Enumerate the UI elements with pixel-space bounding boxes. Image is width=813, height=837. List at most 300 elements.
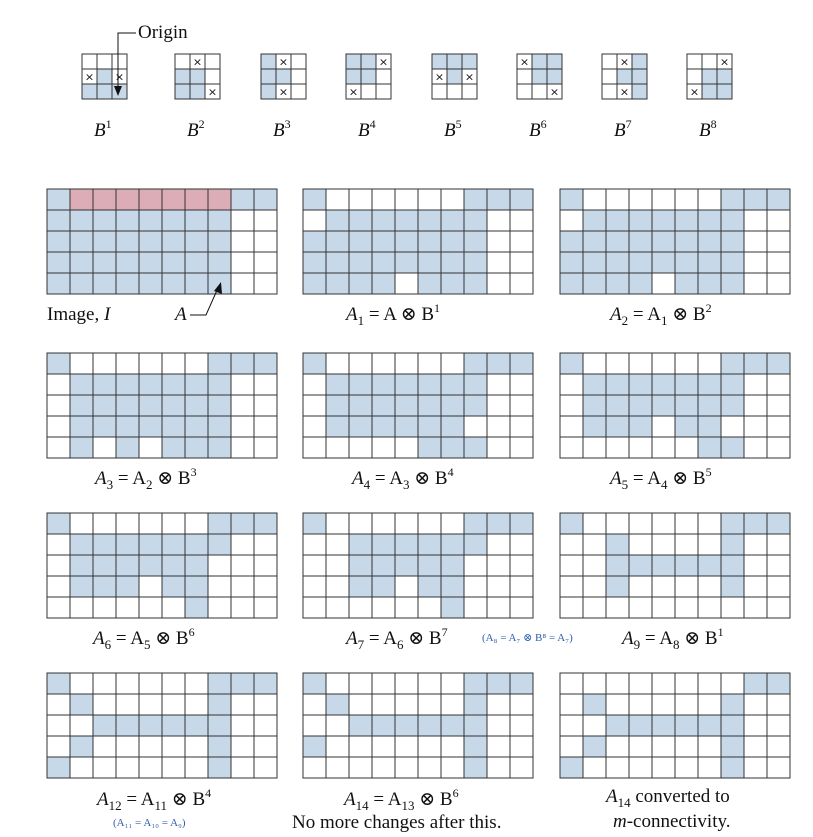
pixel-cell [583, 210, 606, 231]
pixel-cell [629, 715, 652, 736]
pixel-cell [583, 757, 606, 778]
pixel-cell [583, 736, 606, 757]
caption-A5: $A_5 = A_4$ ⊗ $B^5$ [610, 465, 712, 492]
pixel-cell [675, 353, 698, 374]
pixel-cell [326, 576, 349, 597]
pixel-cell [560, 416, 583, 437]
structuring-element-B2 [175, 54, 220, 141]
pixel-cell [698, 231, 721, 252]
se-cell [547, 54, 562, 69]
pixel-cell [675, 273, 698, 294]
pixel-cell [767, 534, 790, 555]
caption-image-I: Image, I [47, 304, 111, 325]
se-cell [97, 84, 112, 99]
pixel-cell [326, 210, 349, 231]
pixel-cell [139, 555, 162, 576]
panel-A3 [47, 353, 277, 458]
pixel-cell [254, 353, 277, 374]
se-cell [447, 69, 462, 84]
panel-A14 [303, 673, 533, 778]
pixel-cell [303, 757, 326, 778]
pixel-cell [767, 757, 790, 778]
pixel-cell [303, 189, 326, 210]
pixel-cell [441, 252, 464, 273]
structuring-element-B1 [82, 54, 127, 141]
pixel-cell [231, 736, 254, 757]
pixel-cell [464, 252, 487, 273]
pixel-cell [721, 673, 744, 694]
pixel-cell [70, 416, 93, 437]
pixel-cell [698, 715, 721, 736]
pixel-cell [47, 597, 70, 618]
pixel-cell [47, 210, 70, 231]
pixel-cell [208, 437, 231, 458]
pixel-cell [208, 736, 231, 757]
pixel-cell [372, 416, 395, 437]
pixel-cell [139, 231, 162, 252]
pixel-cell [208, 416, 231, 437]
pixel-cell [510, 231, 533, 252]
structuring-element-B5 [432, 54, 477, 141]
pixel-cell [698, 252, 721, 273]
pixel-cell [698, 555, 721, 576]
pixel-cell [629, 694, 652, 715]
pixel-cell [162, 273, 185, 294]
se-cell [112, 54, 127, 69]
pixel-cell [139, 736, 162, 757]
pixel-cell [372, 437, 395, 458]
pixel-cell [629, 231, 652, 252]
pixel-cell [231, 395, 254, 416]
pixel-cell [629, 353, 652, 374]
pixel-cell [254, 715, 277, 736]
pixel-cell [349, 736, 372, 757]
caption-A6: $A_6 = A_5$ ⊗ $B^6$ [93, 625, 195, 652]
pixel-cell [560, 437, 583, 458]
pixel-cell [326, 416, 349, 437]
pixel-cell [93, 395, 116, 416]
pixel-cell [675, 252, 698, 273]
pixel-cell [70, 555, 93, 576]
pixel-cell [372, 534, 395, 555]
pixel-cell [698, 597, 721, 618]
pixel-cell [162, 416, 185, 437]
pixel-cell [606, 353, 629, 374]
pixel-cell [767, 374, 790, 395]
pixel-cell [560, 210, 583, 231]
pixel-cell [116, 555, 139, 576]
pixel-cell [372, 273, 395, 294]
se-cell [717, 84, 732, 99]
pixel-cell [162, 189, 185, 210]
pixel-cell [349, 416, 372, 437]
pixel-cell [675, 210, 698, 231]
pixel-cell [303, 374, 326, 395]
pixel-cell [675, 416, 698, 437]
pixel-cell [721, 437, 744, 458]
pixel-cell [560, 576, 583, 597]
se-label: $B^8$ [699, 117, 717, 141]
pixel-cell [583, 715, 606, 736]
pixel-cell [254, 374, 277, 395]
pixel-cell [583, 395, 606, 416]
pixel-cell [744, 416, 767, 437]
pixel-cell [93, 597, 116, 618]
pixel-cell [487, 210, 510, 231]
pixel-cell [583, 231, 606, 252]
pixel-cell [560, 694, 583, 715]
pixel-cell [395, 597, 418, 618]
pixel-cell [441, 534, 464, 555]
dont-care-mark: × [619, 85, 630, 99]
pixel-cell [208, 353, 231, 374]
pixel-cell [767, 395, 790, 416]
se-cell [205, 69, 220, 84]
pixel-cell [583, 576, 606, 597]
pixel-cell [652, 555, 675, 576]
pixel-cell [767, 231, 790, 252]
pixel-cell [606, 210, 629, 231]
pixel-cell [652, 534, 675, 555]
pixel-cell [139, 437, 162, 458]
dont-care-mark: × [378, 55, 389, 69]
pixel-cell [606, 534, 629, 555]
pixel-cell [652, 252, 675, 273]
pixel-cell [441, 576, 464, 597]
pixel-cell [698, 437, 721, 458]
se-cell [687, 54, 702, 69]
se-cell [687, 69, 702, 84]
pixel-cell [395, 673, 418, 694]
pixel-cell [70, 252, 93, 273]
pixel-cell [372, 513, 395, 534]
pixel-cell [254, 534, 277, 555]
pixel-cell [675, 715, 698, 736]
pixel-cell [675, 757, 698, 778]
pixel-cell [652, 437, 675, 458]
pixel-cell [93, 673, 116, 694]
pixel-cell [767, 597, 790, 618]
pixel-cell [510, 374, 533, 395]
pixel-cell [185, 555, 208, 576]
pixel-cell [395, 231, 418, 252]
pixel-cell [606, 715, 629, 736]
pixel-cell [116, 736, 139, 757]
pixel-cell [464, 513, 487, 534]
se-cell [346, 69, 361, 84]
se-cell [361, 84, 376, 99]
pixel-cell [231, 555, 254, 576]
pixel-cell [464, 597, 487, 618]
pixel-cell [372, 715, 395, 736]
pixel-cell [116, 597, 139, 618]
dont-care-mark: × [519, 55, 530, 69]
pixel-cell [254, 273, 277, 294]
dont-care-mark: × [348, 85, 359, 99]
dont-care-mark: × [207, 85, 218, 99]
se-cell [261, 84, 276, 99]
structuring-element-B7 [602, 54, 647, 141]
pixel-cell [208, 673, 231, 694]
pixel-cell [744, 736, 767, 757]
pixel-cell [303, 715, 326, 736]
pixel-cell [70, 231, 93, 252]
pixel-cell [185, 757, 208, 778]
pixel-cell [744, 189, 767, 210]
pixel-cell [395, 757, 418, 778]
pixel-cell [47, 273, 70, 294]
caption-A9: $A_9 = A_8$ ⊗ $B^1$ [622, 625, 724, 652]
pixel-cell [162, 673, 185, 694]
pixel-cell [560, 273, 583, 294]
pixel-cell [629, 534, 652, 555]
pixel-cell [139, 715, 162, 736]
pixel-cell [606, 597, 629, 618]
pixel-cell [349, 231, 372, 252]
pixel-cell [162, 597, 185, 618]
pixel-cell [441, 736, 464, 757]
dont-care-mark: × [192, 55, 203, 69]
pixel-cell [744, 437, 767, 458]
pixel-cell [116, 694, 139, 715]
pixel-cell [208, 694, 231, 715]
pixel-cell [185, 353, 208, 374]
panel-A1 [303, 189, 533, 294]
pixel-cell [70, 715, 93, 736]
pixel-cell [560, 715, 583, 736]
pixel-cell [510, 757, 533, 778]
pixel-cell [395, 395, 418, 416]
pixel-cell [93, 231, 116, 252]
pixel-cell [254, 189, 277, 210]
pixel-cell [441, 416, 464, 437]
se-cell [82, 54, 97, 69]
pixel-cell [721, 252, 744, 273]
pixel-cell [326, 597, 349, 618]
pixel-cell [698, 353, 721, 374]
pixel-cell [767, 273, 790, 294]
se-cell [175, 54, 190, 69]
pixel-cell [441, 555, 464, 576]
pixel-cell [162, 694, 185, 715]
pixel-cell [395, 273, 418, 294]
pixel-cell [70, 189, 93, 210]
pixel-cell [487, 353, 510, 374]
pixel-cell [510, 189, 533, 210]
pixel-cell [606, 437, 629, 458]
note-A8: (A₈ = A₇ ⊗ B⁸ = A₇) [482, 632, 573, 644]
pixel-cell [441, 210, 464, 231]
pixel-cell [652, 715, 675, 736]
pixel-cell [767, 694, 790, 715]
pixel-cell [510, 576, 533, 597]
structuring-element-B3 [261, 54, 306, 141]
pixel-cell [675, 576, 698, 597]
pixel-cell [487, 694, 510, 715]
dont-care-mark: × [689, 85, 700, 99]
pixel-cell [349, 576, 372, 597]
pixel-cell [418, 694, 441, 715]
pixel-cell [162, 757, 185, 778]
pixel-cell [116, 513, 139, 534]
pixel-cell [583, 513, 606, 534]
pixel-cell [185, 395, 208, 416]
se-cell [632, 69, 647, 84]
pixel-cell [349, 273, 372, 294]
pixel-cell [303, 437, 326, 458]
dont-care-mark: × [434, 70, 445, 84]
se-cell [632, 84, 647, 99]
pixel-cell [93, 252, 116, 273]
se-cell [361, 69, 376, 84]
pixel-cell [441, 273, 464, 294]
pixel-cell [487, 576, 510, 597]
pixel-cell [254, 210, 277, 231]
pixel-cell [441, 757, 464, 778]
pixel-cell [139, 597, 162, 618]
pixel-cell [629, 395, 652, 416]
pixel-cell [698, 416, 721, 437]
pixel-cell [606, 513, 629, 534]
pixel-cell [372, 576, 395, 597]
pixel-cell [208, 597, 231, 618]
caption-A12: $A_{12} = A_{11}$ ⊗ $B^4$ [97, 786, 212, 813]
pixel-cell [395, 252, 418, 273]
pixel-cell [629, 576, 652, 597]
pixel-cell [418, 437, 441, 458]
pixel-cell [560, 555, 583, 576]
se-label: $B^2$ [187, 117, 205, 141]
pixel-cell [767, 576, 790, 597]
pixel-cell [116, 715, 139, 736]
pixel-cell [441, 374, 464, 395]
pixel-cell [698, 736, 721, 757]
pixel-cell [487, 252, 510, 273]
pixel-cell [606, 273, 629, 294]
pixel-cell [721, 576, 744, 597]
pixel-cell [47, 353, 70, 374]
pixel-cell [162, 252, 185, 273]
pixel-cell [606, 673, 629, 694]
se-label: $B^7$ [614, 117, 632, 141]
pixel-cell [698, 673, 721, 694]
dont-care-mark: × [549, 85, 560, 99]
pixel-cell [231, 597, 254, 618]
panel-A4 [303, 353, 533, 458]
pixel-cell [744, 395, 767, 416]
pixel-cell [418, 576, 441, 597]
pixel-cell [116, 757, 139, 778]
se-cell [532, 84, 547, 99]
panel-A7 [303, 513, 533, 618]
panel-A6 [47, 513, 277, 618]
pixel-cell [116, 416, 139, 437]
pixel-cell [70, 736, 93, 757]
pixel-cell [303, 273, 326, 294]
pixel-cell [116, 273, 139, 294]
pixel-cell [487, 273, 510, 294]
pixel-cell [372, 673, 395, 694]
pixel-cell [303, 597, 326, 618]
pixel-cell [116, 534, 139, 555]
pixel-cell [629, 555, 652, 576]
se-label: $B^3$ [273, 117, 291, 141]
pixel-cell [464, 576, 487, 597]
pixel-cell [231, 374, 254, 395]
pixel-cell [487, 231, 510, 252]
pixel-cell [629, 757, 652, 778]
pixel-cell [185, 694, 208, 715]
pixel-cell [767, 210, 790, 231]
pixel-cell [93, 513, 116, 534]
pixel-cell [139, 189, 162, 210]
pixel-cell [303, 555, 326, 576]
pixel-cell [510, 437, 533, 458]
se-cell [432, 54, 447, 69]
pixel-cell [675, 513, 698, 534]
panel-A5 [560, 353, 790, 458]
pixel-cell [47, 757, 70, 778]
se-cell [261, 54, 276, 69]
pixel-cell [721, 210, 744, 231]
pixel-cell [675, 231, 698, 252]
se-cell [702, 54, 717, 69]
pixel-cell [744, 576, 767, 597]
pixel-cell [652, 395, 675, 416]
pixel-cell [326, 736, 349, 757]
pixel-cell [464, 673, 487, 694]
pixel-cell [441, 597, 464, 618]
pixel-cell [93, 736, 116, 757]
pixel-cell [767, 353, 790, 374]
caption-A2: $A_2 = A_1$ ⊗ $B^2$ [610, 301, 712, 328]
pixel-cell [698, 513, 721, 534]
se-cell [602, 69, 617, 84]
caption-A7: $A_7 = A_6$ ⊗ $B^7$ [346, 625, 448, 652]
pixel-cell [372, 189, 395, 210]
pixel-cell [510, 736, 533, 757]
pixel-cell [47, 513, 70, 534]
pixel-cell [326, 694, 349, 715]
pixel-cell [47, 576, 70, 597]
pixel-cell [652, 694, 675, 715]
pixel-cell [744, 555, 767, 576]
pixel-cell [70, 210, 93, 231]
pixel-cell [510, 252, 533, 273]
pixel-cell [395, 736, 418, 757]
pixel-cell [372, 597, 395, 618]
se-cell [291, 69, 306, 84]
pixel-cell [698, 273, 721, 294]
pixel-cell [349, 513, 372, 534]
label-A: A [175, 304, 187, 325]
pixel-cell [464, 353, 487, 374]
pixel-cell [303, 416, 326, 437]
pixel-cell [721, 395, 744, 416]
pixel-cell [721, 513, 744, 534]
pixel-cell [418, 715, 441, 736]
pixel-cell [303, 673, 326, 694]
pixel-cell [583, 189, 606, 210]
pixel-cell [395, 210, 418, 231]
pixel-cell [254, 555, 277, 576]
se-cell [462, 84, 477, 99]
pixel-cell [231, 694, 254, 715]
se-cell [532, 54, 547, 69]
pixel-cell [698, 374, 721, 395]
pixel-cell [254, 513, 277, 534]
pixel-cell [560, 736, 583, 757]
